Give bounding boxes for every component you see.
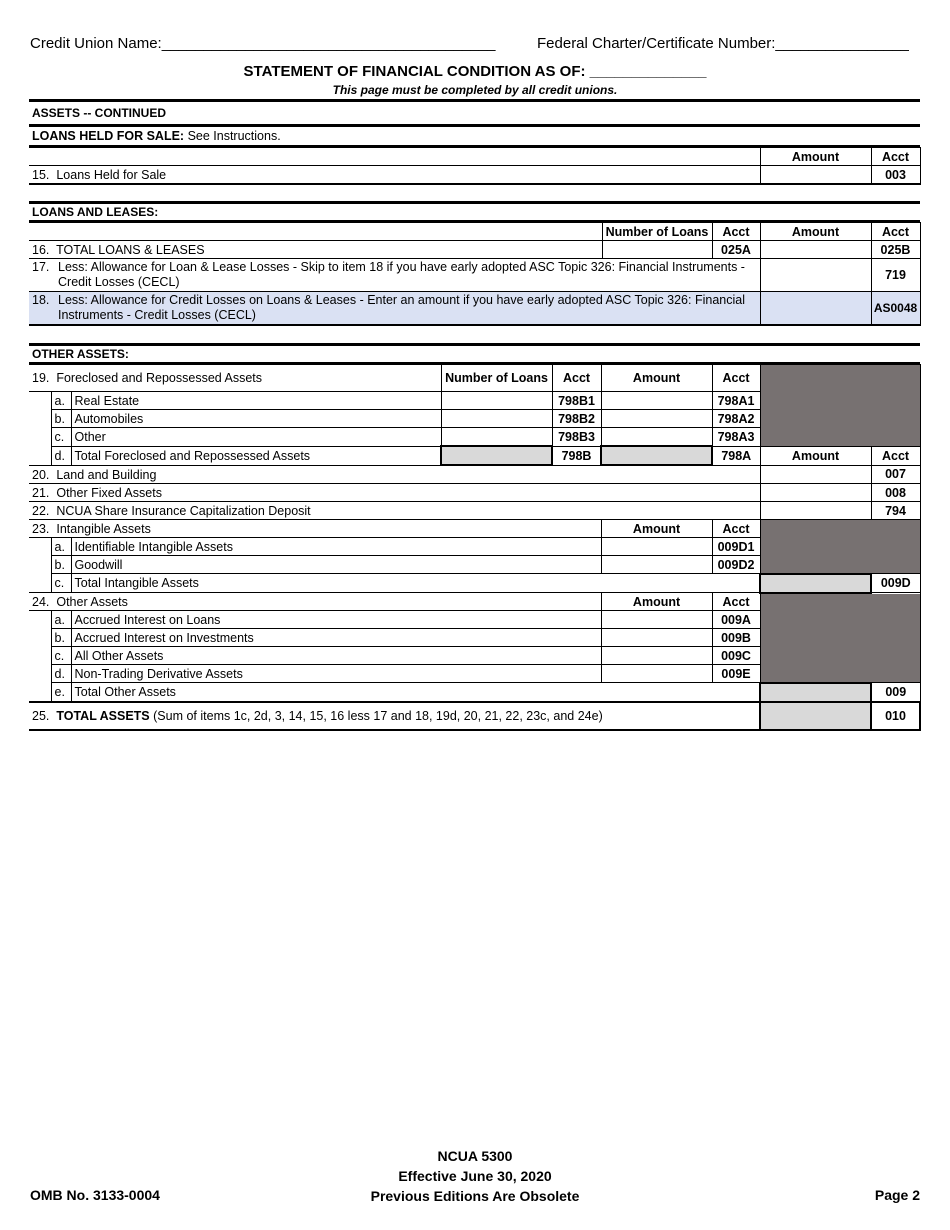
row-number: 18. [32, 293, 50, 307]
table-row [29, 446, 920, 465]
item-letter: b. [51, 629, 71, 647]
amount-input-18[interactable] [760, 292, 871, 326]
indent-cell [29, 538, 51, 556]
indent-cell [29, 410, 51, 428]
acct-code: 798A1 [712, 392, 760, 410]
amount-input-16[interactable] [760, 241, 871, 259]
acct-code: 798A [712, 446, 760, 465]
amount-input-24a[interactable] [601, 611, 712, 629]
item-label: Total Intangible Assets [71, 574, 760, 593]
row-number: 15. [32, 167, 50, 182]
item-letter: c. [51, 647, 71, 665]
item-label: Identifiable Intangible Assets [71, 538, 601, 556]
item-letter: d. [51, 665, 71, 683]
acct-code-025a: 025A [712, 241, 760, 259]
item-label: Total Foreclosed and Repossessed Assets [71, 446, 441, 465]
divider [29, 343, 920, 346]
col-header-amount: Amount [601, 593, 712, 611]
credit-union-name-field[interactable]: Credit Union Name:________________________________________ [30, 35, 496, 52]
acct-code-003: 003 [871, 166, 920, 185]
row-label: (Sum of items 1c, 2d, 3, 14, 15, 16 less 17 and 18, 19d, 20, 21, 22, 23c, and 24e) [149, 708, 603, 723]
item-letter: a. [51, 611, 71, 629]
amount-input-22[interactable] [760, 502, 871, 520]
number-input-19c[interactable] [441, 428, 552, 447]
number-input-19b[interactable] [441, 410, 552, 428]
omb-number: OMB No. 3133-0004 [30, 1187, 160, 1203]
indent-cell [29, 428, 51, 447]
indent-cell [29, 611, 51, 629]
row-19-label [29, 365, 441, 392]
acct-code-as0048: AS0048 [871, 292, 920, 326]
amount-input-23a[interactable] [601, 538, 712, 556]
item-letter: d. [51, 446, 71, 465]
table-row [29, 574, 920, 593]
acct-code: 794 [871, 502, 920, 520]
item-letter: b. [51, 556, 71, 574]
section-heading-loans-and-leases: LOANS AND LEASES: [32, 205, 159, 219]
row-number: 24. [32, 594, 50, 609]
indent-cell [29, 647, 51, 665]
loans-and-leases-table [29, 222, 921, 326]
col-header-amount: Amount [601, 365, 712, 392]
acct-code: 007 [871, 465, 920, 484]
amount-total-25 [760, 702, 871, 730]
acct-code-025b: 025B [871, 241, 920, 259]
row-20-label [29, 465, 760, 484]
col-header-amount: Amount [760, 148, 871, 166]
col-header-number-of-loans: Number of Loans [602, 223, 712, 241]
table-row [29, 702, 920, 730]
table-row [29, 520, 920, 538]
table-row [29, 241, 920, 259]
col-header-acct: Acct [712, 593, 760, 611]
col-header-acct: Acct [712, 223, 760, 241]
acct-code: 009D2 [712, 556, 760, 574]
col-header-acct: Acct [871, 446, 920, 465]
row-label: NCUA Share Insurance Capitalization Deposit [56, 503, 311, 518]
item-letter: c. [51, 428, 71, 447]
blank-cell [29, 223, 602, 241]
item-letter: b. [51, 410, 71, 428]
loans-held-for-sale-title: LOANS HELD FOR SALE: [32, 129, 185, 143]
acct-code: 009E [712, 665, 760, 683]
amount-input-24c[interactable] [601, 647, 712, 665]
item-letter: a. [51, 538, 71, 556]
amount-total-24e [760, 683, 871, 702]
effective-date: Effective June 30, 2020 [398, 1168, 552, 1184]
row-number: 19. [32, 371, 50, 385]
amount-input-21[interactable] [760, 484, 871, 502]
acct-code: 009D [871, 574, 920, 593]
obsolete-note: Previous Editions Are Obsolete [370, 1188, 580, 1204]
row-23-label [29, 520, 601, 538]
loans-held-for-sale-heading [32, 129, 281, 143]
row-number: 16. [32, 242, 50, 257]
acct-code: 798B [552, 446, 601, 465]
acct-code: 009D1 [712, 538, 760, 556]
acct-code: 798B1 [552, 392, 601, 410]
page-title: STATEMENT OF FINANCIAL CONDITION AS OF: ______________ [243, 63, 707, 80]
number-input-19a[interactable] [441, 392, 552, 410]
shaded-block [760, 520, 920, 574]
col-header-amount: Amount [760, 223, 871, 241]
charter-number-field[interactable]: Federal Charter/Certificate Number:________________ [537, 35, 909, 52]
row-number: 25. [32, 708, 50, 723]
section-heading-assets-continued: ASSETS -- CONTINUED [32, 106, 167, 120]
row-number: 23. [32, 521, 50, 536]
loans-held-for-sale-table [29, 147, 921, 185]
row-number: 17. [32, 260, 50, 274]
divider [29, 201, 920, 204]
indent-cell [29, 683, 51, 702]
blank-cell [29, 148, 760, 166]
table-row [29, 259, 920, 292]
amount-input-19b[interactable] [601, 410, 712, 428]
item-label: Non-Trading Derivative Assets [71, 665, 601, 683]
row-label-bold: TOTAL ASSETS [56, 708, 150, 723]
row-number: 21. [32, 485, 50, 500]
amount-input-20[interactable] [760, 465, 871, 484]
amount-input-17[interactable] [760, 259, 871, 292]
item-label: Accrued Interest on Investments [71, 629, 601, 647]
row-label: TOTAL LOANS & LEASES [56, 242, 205, 257]
col-header-number-of-loans: Number of Loans [441, 365, 552, 392]
row-label: Less: Allowance for Credit Losses on Loans & Leases - Enter an amount if you have early adopted ASC Topic 326: Financial Instruments - Credit Losses (CECL) [58, 293, 745, 322]
col-header-acct: Acct [871, 148, 920, 166]
row-16-label [29, 241, 602, 259]
indent-cell [29, 574, 51, 593]
page-subtitle: This page must be completed by all credit unions. [332, 83, 618, 97]
row-label: Foreclosed and Repossessed Assets [56, 371, 263, 385]
acct-code: 009C [712, 647, 760, 665]
row-22-label [29, 502, 760, 520]
loans-held-for-sale-note: See Instructions. [184, 129, 281, 143]
item-letter: e. [51, 683, 71, 702]
shaded-block [760, 593, 920, 683]
indent-cell [29, 392, 51, 410]
table-row [29, 465, 920, 484]
acct-code: 009A [712, 611, 760, 629]
row-21-label [29, 484, 760, 502]
item-label: Automobiles [71, 410, 441, 428]
row-24-label [29, 593, 601, 611]
amount-input-15[interactable] [760, 166, 871, 185]
amount-input-24d[interactable] [601, 665, 712, 683]
item-label: Goodwill [71, 556, 601, 574]
form-number: NCUA 5300 [437, 1148, 513, 1164]
amount-input-23b[interactable] [601, 556, 712, 574]
table-row [29, 683, 920, 702]
indent-cell [29, 446, 51, 465]
page-number: Page 2 [874, 1187, 920, 1203]
table-row [29, 166, 920, 185]
col-header-amount: Amount [760, 446, 871, 465]
row-18-label [29, 292, 760, 326]
number-total-19d [441, 446, 552, 465]
amount-input-19c[interactable] [601, 428, 712, 447]
item-label: All Other Assets [71, 647, 601, 665]
col-header-acct: Acct [552, 365, 601, 392]
acct-code: 008 [871, 484, 920, 502]
row-15-label [29, 166, 760, 185]
item-label: Other [71, 428, 441, 447]
row-label: Intangible Assets [56, 521, 151, 536]
row-number: 20. [32, 467, 50, 482]
item-letter: c. [51, 574, 71, 593]
indent-cell [29, 556, 51, 574]
item-label: Real Estate [71, 392, 441, 410]
amount-total-19d [601, 446, 712, 465]
row-17-label [29, 259, 760, 292]
row-25-label [29, 702, 760, 730]
row-label: Land and Building [56, 467, 157, 482]
item-label: Total Other Assets [71, 683, 760, 702]
table-row [29, 292, 920, 326]
amount-input-24b[interactable] [601, 629, 712, 647]
row-label: Loans Held for Sale [56, 167, 167, 182]
table-row [29, 593, 920, 611]
acct-code-719: 719 [871, 259, 920, 292]
col-header-acct: Acct [871, 223, 920, 241]
item-letter: a. [51, 392, 71, 410]
acct-code: 010 [871, 702, 920, 730]
indent-cell [29, 665, 51, 683]
other-assets-table [29, 364, 921, 731]
shaded-block [760, 365, 920, 447]
table-row [29, 484, 920, 502]
indent-cell [29, 629, 51, 647]
acct-code: 009B [712, 629, 760, 647]
acct-code: 798B2 [552, 410, 601, 428]
row-number: 22. [32, 503, 50, 518]
table-row [29, 365, 920, 392]
acct-code: 798A2 [712, 410, 760, 428]
item-label: Accrued Interest on Loans [71, 611, 601, 629]
number-input-16[interactable] [602, 241, 712, 259]
amount-total-23c [760, 574, 871, 593]
row-label: Other Fixed Assets [56, 485, 162, 500]
divider [29, 124, 920, 127]
acct-code: 798B3 [552, 428, 601, 447]
col-header-amount: Amount [601, 520, 712, 538]
section-heading-other-assets: OTHER ASSETS: [32, 347, 129, 361]
acct-code: 009 [871, 683, 920, 702]
table-row [29, 502, 920, 520]
amount-input-19a[interactable] [601, 392, 712, 410]
divider [29, 99, 920, 102]
col-header-acct: Acct [712, 365, 760, 392]
row-label: Less: Allowance for Loan & Lease Losses - Skip to item 18 if you have early adopted ASC Topic 326: Financial Instruments - Credit Losses (CECL) [58, 260, 745, 289]
row-label: Other Assets [56, 594, 128, 609]
col-header-acct: Acct [712, 520, 760, 538]
acct-code: 798A3 [712, 428, 760, 447]
